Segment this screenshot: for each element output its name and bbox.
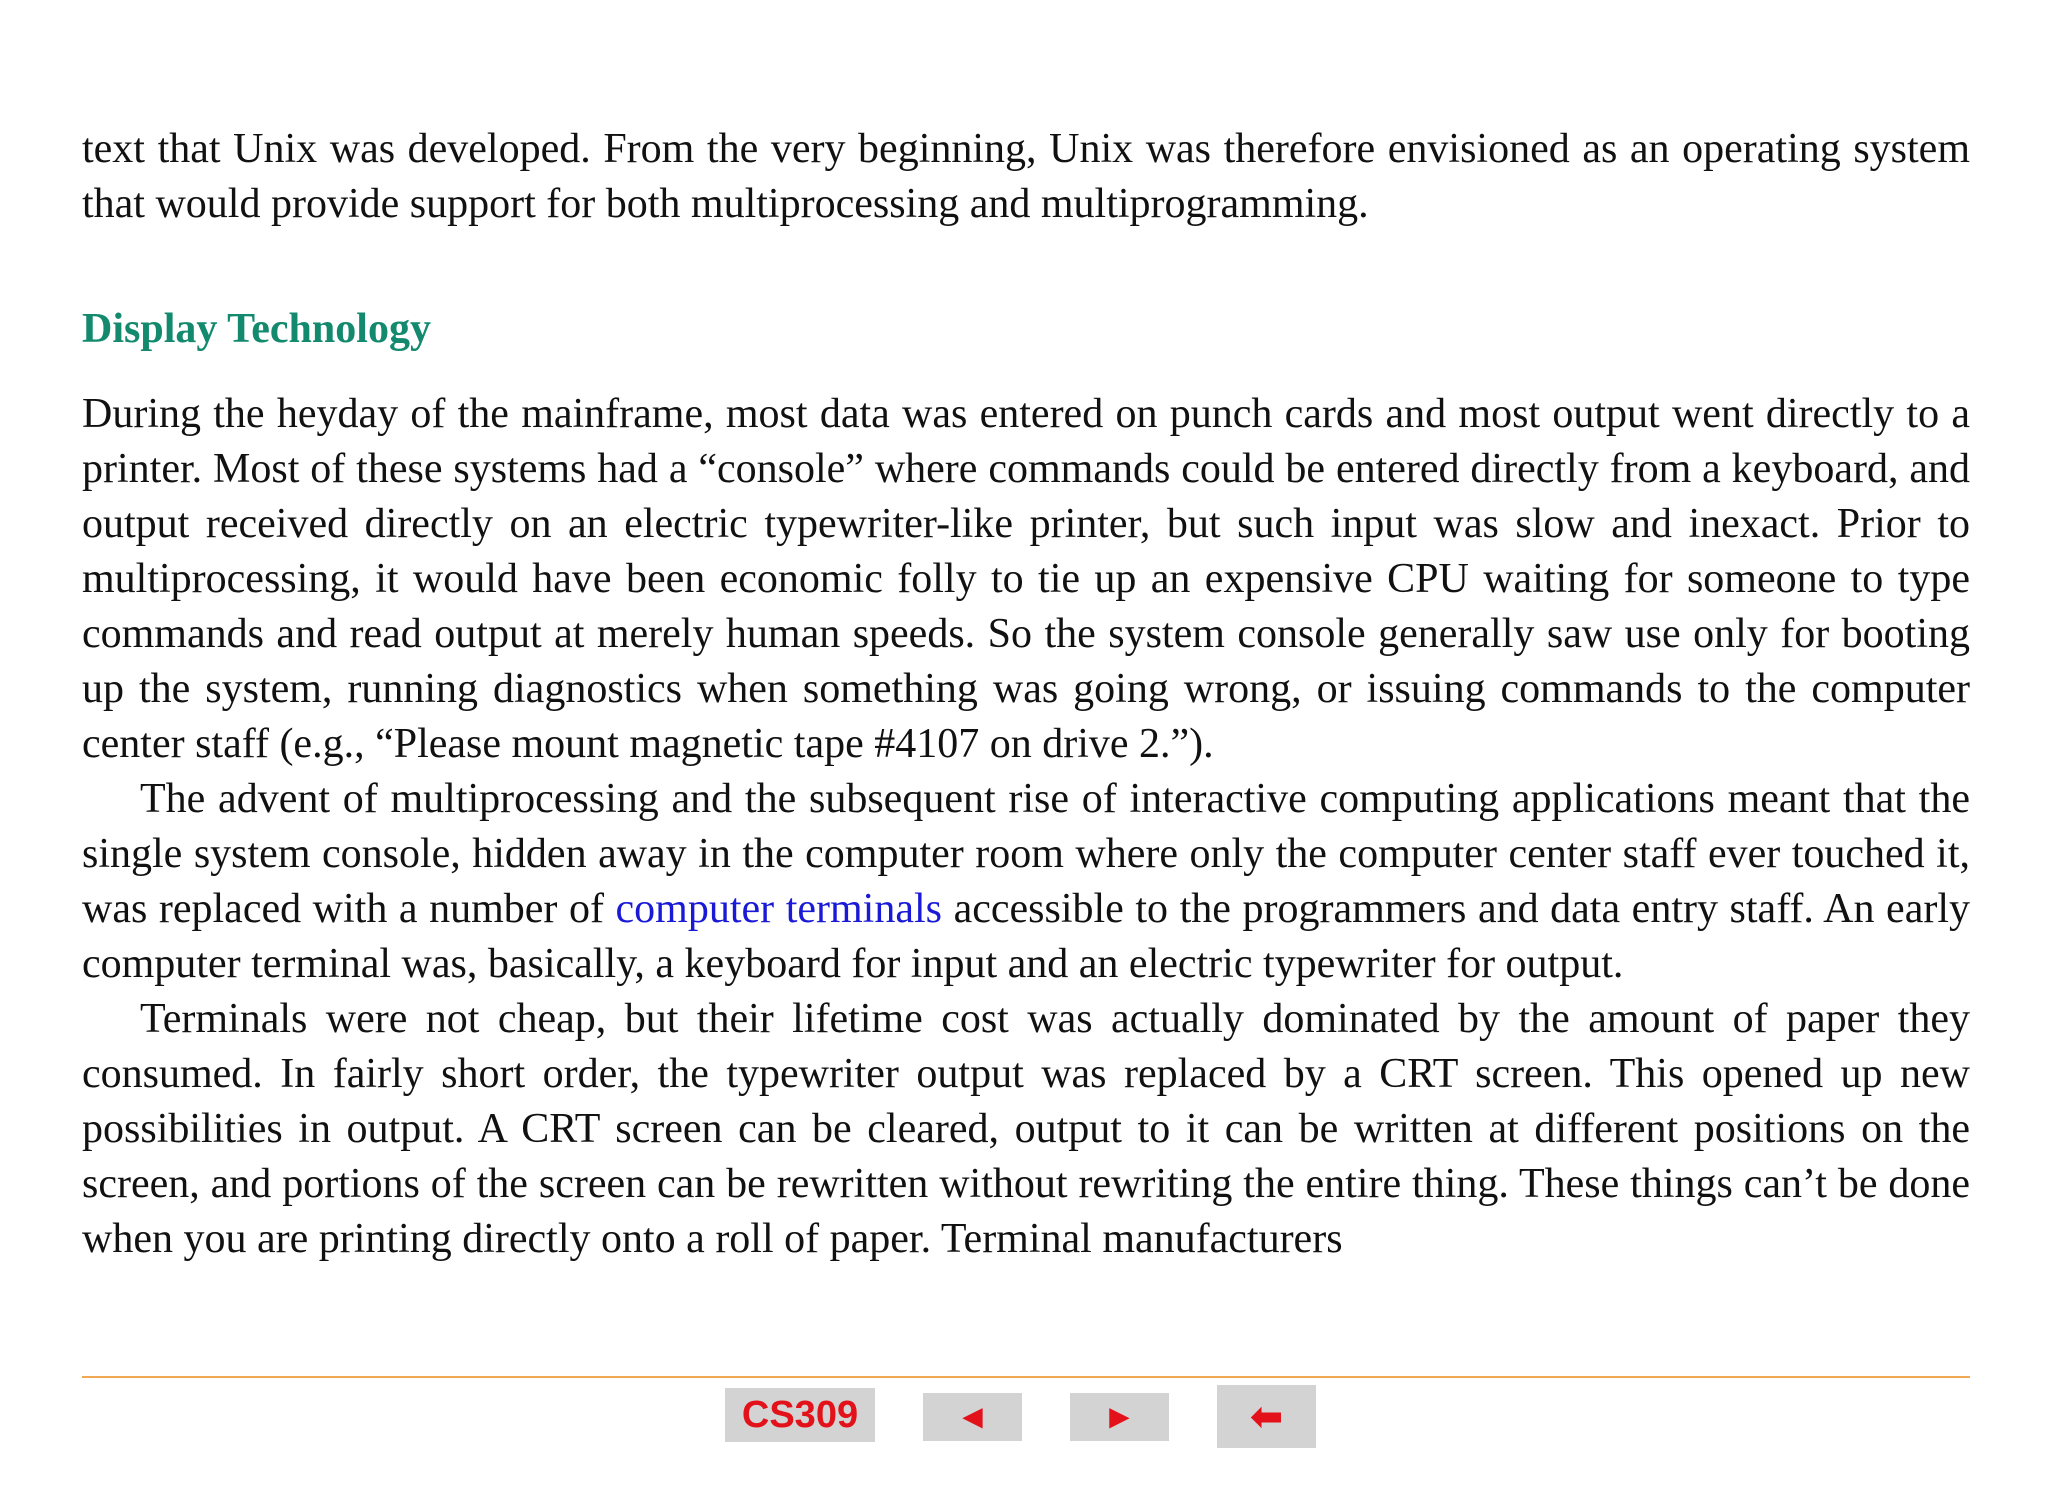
up-arrow-icon: ⬅ xyxy=(1249,1394,1284,1439)
paragraph-multiprocessing-terminals xyxy=(82,772,1970,992)
previous-page-button[interactable] xyxy=(923,1393,1022,1441)
next-page-button[interactable] xyxy=(1070,1393,1169,1441)
intro-paragraph: text that Unix was developed. From the very beginning, Unix was therefore envisioned as an operating system that would provide support for both multiprocessing and multiprogramming. xyxy=(82,126,1970,227)
paragraph-crt-terminals: Terminals were not cheap, but their lifetime cost was actually dominated by the amount of paper they consumed. In fairly short order, the typewriter output was replaced by a CRT screen. This opened up new possibilities in output. A CRT screen can be cleared, output to it can be written at different positions on the screen, and portions of the screen can be rewritten without rewriting the entire thing. These things can’t be done when you are printing directly onto a roll of paper. Terminal manufacturers xyxy=(82,996,1970,1262)
footer-navigation xyxy=(0,1385,2048,1445)
paragraph-2-text-end: accessible to the programmers and data entry staff. An early computer terminal was, basically, a keyboard for input and an electric typewriter for output. xyxy=(82,886,1970,987)
right-arrow-icon: ► xyxy=(1102,1397,1137,1436)
paragraph-mainframe-console: During the heyday of the mainframe, most data was entered on punch cards and most output went directly to a printer. Most of these systems had a “console” where commands could be entered directly from a keyboard, and output received directly on an electric typewriter-like printer, but such input was slow and inexact. Prior to multiprocessing, it would have been economic folly to tie up an expensive CPU waiting for someone to type commands and read output at merely human speeds. So the system console generally saw use only for booting up the system, running diagnostics when something was going wrong, or issuing commands to the computer center staff (e.g., “Please mount magnetic tape #4107 on drive 2.”). xyxy=(82,391,1970,767)
document-body xyxy=(82,122,1970,1267)
left-arrow-icon: ◄ xyxy=(955,1397,990,1436)
computer-terminals-link[interactable]: computer terminals xyxy=(615,886,942,932)
footer-divider xyxy=(82,1376,1970,1378)
up-contents-button[interactable] xyxy=(1217,1385,1316,1448)
course-home-button[interactable]: CS309 xyxy=(725,1388,875,1442)
paragraph-2-text-start: The advent of multiprocessing and the subsequent rise of interactive computing applications meant that the single system console, hidden away in the computer room where only the computer center staff ever touched it, was replaced with a number of xyxy=(82,776,1970,932)
section-heading: Display Technology xyxy=(82,306,431,352)
